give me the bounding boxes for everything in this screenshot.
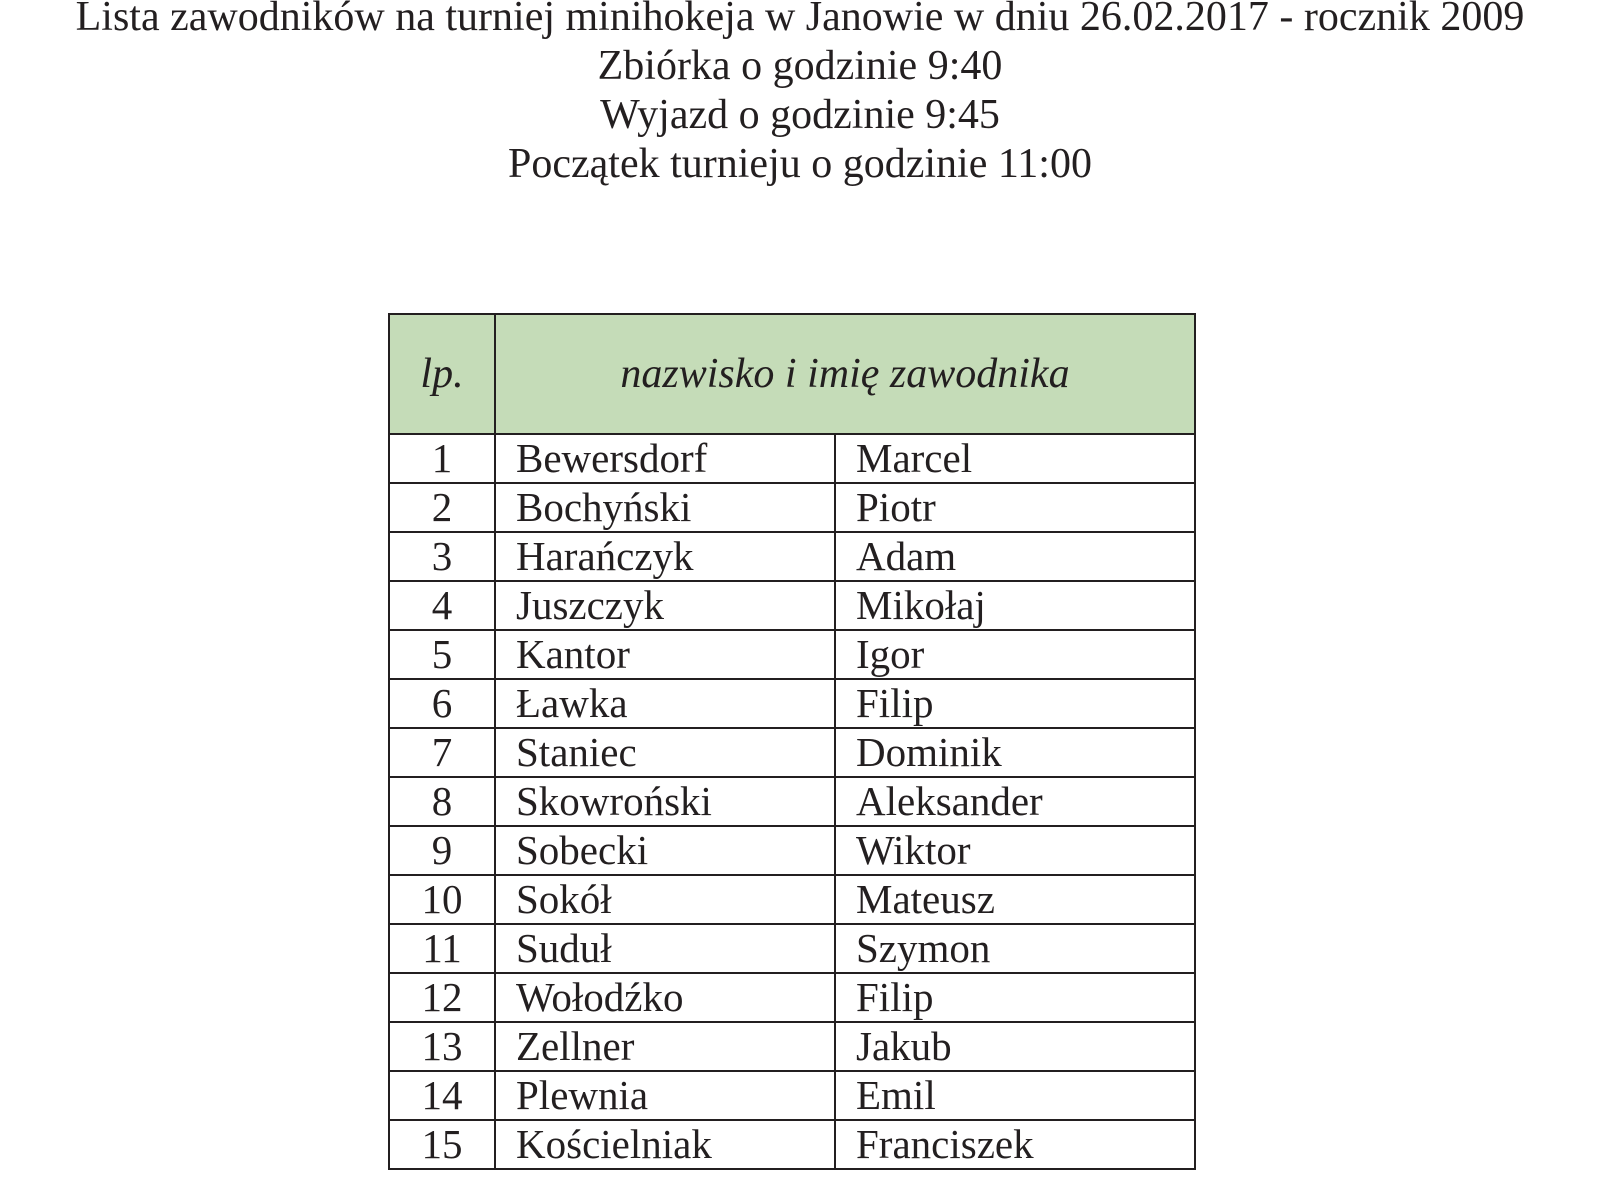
table-row bbox=[389, 532, 1195, 581]
row-number: 3 bbox=[389, 532, 495, 581]
player-first-name: Mikołaj bbox=[835, 581, 1195, 630]
player-first-name: Wiktor bbox=[835, 826, 1195, 875]
table-row bbox=[389, 630, 1195, 679]
table-row bbox=[389, 679, 1195, 728]
player-first-name: Filip bbox=[835, 973, 1195, 1022]
row-number: 13 bbox=[389, 1022, 495, 1071]
player-first-name: Piotr bbox=[835, 483, 1195, 532]
player-first-name: Dominik bbox=[835, 728, 1195, 777]
player-surname: Kościelniak bbox=[495, 1120, 835, 1169]
column-header-lp: lp. bbox=[389, 314, 495, 434]
player-surname: Skowroński bbox=[495, 777, 835, 826]
table-header-row bbox=[389, 314, 1195, 434]
player-first-name: Filip bbox=[835, 679, 1195, 728]
table-row bbox=[389, 777, 1195, 826]
table-body bbox=[389, 434, 1195, 1169]
player-surname: Plewnia bbox=[495, 1071, 835, 1120]
row-number: 7 bbox=[389, 728, 495, 777]
row-number: 1 bbox=[389, 434, 495, 483]
player-first-name: Marcel bbox=[835, 434, 1195, 483]
player-surname: Suduł bbox=[495, 924, 835, 973]
table-row bbox=[389, 434, 1195, 483]
player-surname: Harańczyk bbox=[495, 532, 835, 581]
player-first-name: Jakub bbox=[835, 1022, 1195, 1071]
player-first-name: Igor bbox=[835, 630, 1195, 679]
table-row bbox=[389, 1022, 1195, 1071]
row-number: 15 bbox=[389, 1120, 495, 1169]
player-surname: Zellner bbox=[495, 1022, 835, 1071]
player-surname: Bochyński bbox=[495, 483, 835, 532]
player-first-name: Adam bbox=[835, 532, 1195, 581]
row-number: 12 bbox=[389, 973, 495, 1022]
player-surname: Staniec bbox=[495, 728, 835, 777]
player-surname: Juszczyk bbox=[495, 581, 835, 630]
column-header-name: nazwisko i imię zawodnika bbox=[495, 314, 1195, 434]
row-number: 9 bbox=[389, 826, 495, 875]
table-row bbox=[389, 875, 1195, 924]
row-number: 6 bbox=[389, 679, 495, 728]
player-surname: Bewersdorf bbox=[495, 434, 835, 483]
player-first-name: Szymon bbox=[835, 924, 1195, 973]
row-number: 5 bbox=[389, 630, 495, 679]
document-header bbox=[0, 0, 1600, 189]
row-number: 11 bbox=[389, 924, 495, 973]
table-row bbox=[389, 1120, 1195, 1169]
row-number: 14 bbox=[389, 1071, 495, 1120]
row-number: 10 bbox=[389, 875, 495, 924]
row-number: 4 bbox=[389, 581, 495, 630]
departure-time: Wyjazd o godzinie 9:45 bbox=[600, 92, 1000, 138]
player-surname: Kantor bbox=[495, 630, 835, 679]
table-row bbox=[389, 1071, 1195, 1120]
player-first-name: Franciszek bbox=[835, 1120, 1195, 1169]
document-title: Lista zawodników na turniej minihokeja w Janowie w dniu 26.02.2017 - rocznik 2009 bbox=[75, 0, 1525, 40]
player-first-name: Aleksander bbox=[835, 777, 1195, 826]
row-number: 8 bbox=[389, 777, 495, 826]
table-row bbox=[389, 728, 1195, 777]
table-row bbox=[389, 973, 1195, 1022]
player-surname: Sobecki bbox=[495, 826, 835, 875]
table-row bbox=[389, 483, 1195, 532]
table-row bbox=[389, 581, 1195, 630]
player-list-table bbox=[388, 313, 1196, 1170]
table-row bbox=[389, 826, 1195, 875]
row-number: 2 bbox=[389, 483, 495, 532]
player-surname: Ławka bbox=[495, 679, 835, 728]
player-surname: Sokół bbox=[495, 875, 835, 924]
player-first-name: Mateusz bbox=[835, 875, 1195, 924]
player-surname: Wołodźko bbox=[495, 973, 835, 1022]
player-first-name: Emil bbox=[835, 1071, 1195, 1120]
table-row bbox=[389, 924, 1195, 973]
tournament-start-time: Początek turnieju o godzinie 11:00 bbox=[508, 141, 1092, 187]
gathering-time: Zbiórka o godzinie 9:40 bbox=[597, 43, 1003, 89]
